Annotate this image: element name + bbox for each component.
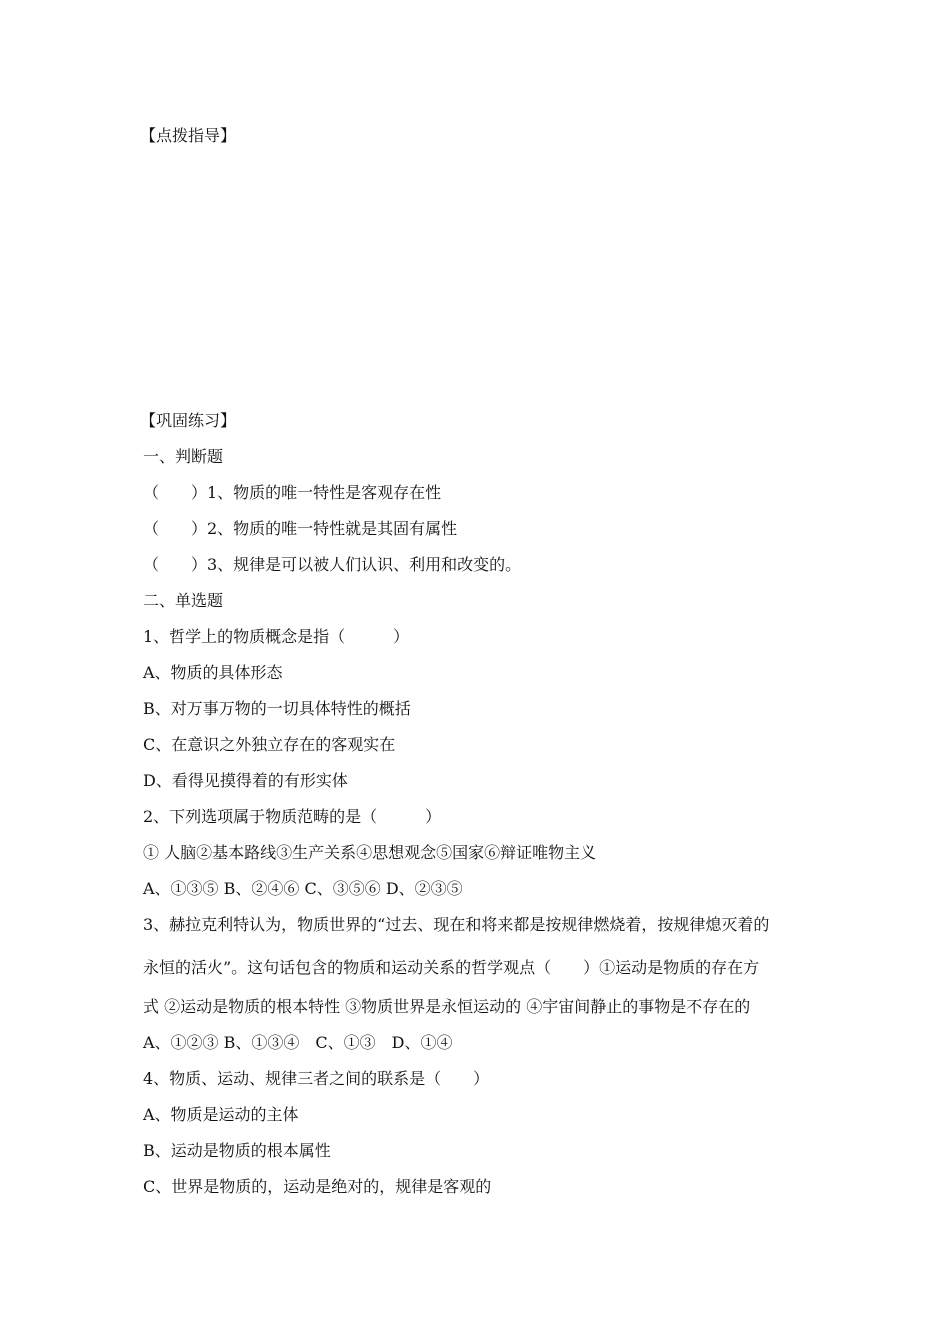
question-1-option: C、在意识之外独立存在的客观实在 — [143, 735, 396, 754]
question-4-stem: 4、物质、运动、规律三者之间的联系是（ ） — [143, 1069, 490, 1088]
section-title-true-false: 一、判断题 — [143, 447, 224, 466]
section-title-single-choice: 二、单选题 — [143, 591, 224, 610]
question-3-stem-line: 永恒的活火”。这句话包含的物质和运动关系的哲学观点（ ）①运动是物质的存在方 — [143, 958, 760, 977]
question-4-option: B、运动是物质的根本属性 — [143, 1141, 331, 1160]
question-2-stem: 2、下列选项属于物质范畴的是（ ） — [143, 807, 442, 826]
question-2-options: A、①③⑤ B、②④⑥ C、③⑤⑥ D、②③⑤ — [143, 879, 463, 898]
question-2-list: ① 人脑②基本路线③生产关系④思想观念⑤国家⑥辩证唯物主义 — [143, 843, 597, 862]
practice-heading: 【巩固练习】 — [140, 411, 237, 430]
question-4-option: C、世界是物质的，运动是绝对的，规律是客观的 — [143, 1177, 492, 1196]
true-false-item: （ ）2、物质的唯一特性就是其固有属性 — [143, 519, 458, 538]
question-1-option: A、物质的具体形态 — [143, 663, 283, 682]
question-3-stem-line: 3、赫拉克利特认为，物质世界的“过去、现在和将来都是按规律燃烧着，按规律熄灭着的 — [143, 915, 770, 934]
question-1-option: D、看得见摸得着的有形实体 — [143, 771, 348, 790]
question-3-stem-line: 式 ②运动是物质的根本特性 ③物质世界是永恒运动的 ④宇宙间静止的事物是不存在的 — [143, 997, 751, 1016]
question-1-option: B、对万事万物的一切具体特性的概括 — [143, 699, 411, 718]
question-4-option: A、物质是运动的主体 — [143, 1105, 299, 1124]
question-3-options: A、①②③ B、①③④ C、①③ D、①④ — [143, 1033, 453, 1052]
guide-heading: 【点拨指导】 — [140, 126, 237, 145]
true-false-item: （ ）1、物质的唯一特性是客观存在性 — [143, 483, 442, 502]
question-1-stem: 1、哲学上的物质概念是指（ ） — [143, 627, 410, 646]
true-false-item: （ ）3、规律是可以被人们认识、利用和改变的。 — [143, 555, 522, 574]
